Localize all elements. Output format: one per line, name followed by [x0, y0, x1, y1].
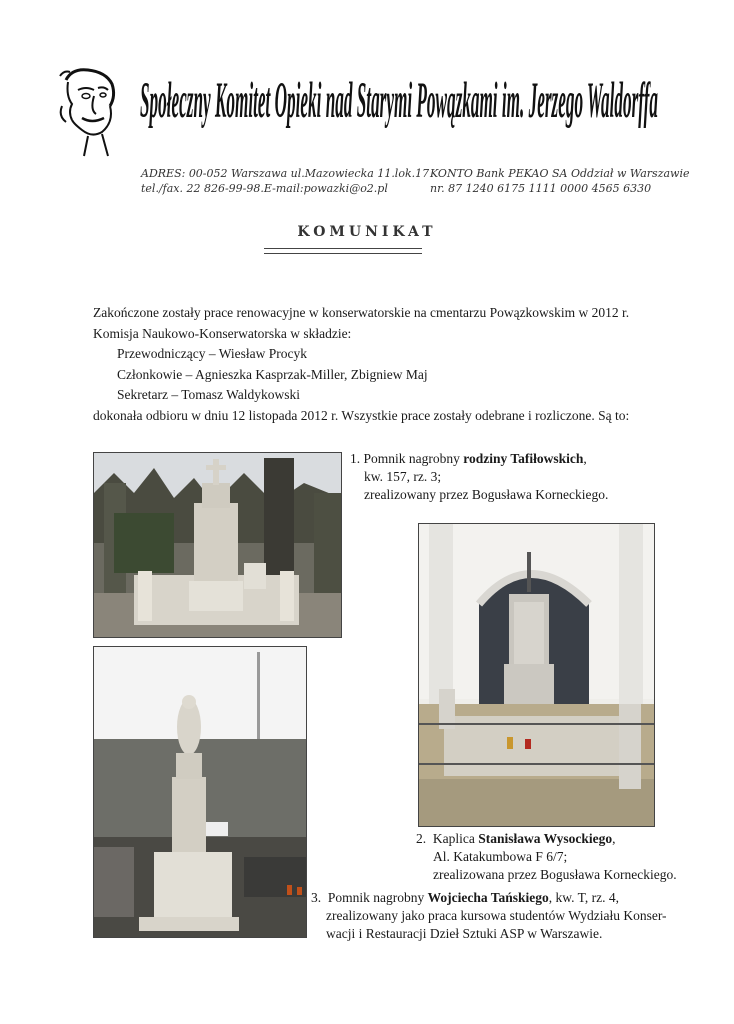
- item-1-name: rodziny Tafiłowskich: [463, 451, 584, 466]
- item-2-number: 2.: [416, 831, 427, 846]
- photo-tafilowski-tomb: [93, 452, 342, 638]
- heading-underline: [264, 248, 422, 254]
- item-3-number: 3.: [311, 890, 322, 905]
- document-body: [93, 303, 693, 426]
- committee-title-text: Społeczny Komitet Opieki nad Starymi Powązkami im. Jerzego Waldorffa: [140, 70, 658, 129]
- item-1-number: 1.: [350, 451, 361, 466]
- item-2-caption: 2. Kaplica Stanisława Wysockiego, Al. Katakumbowa F 6/7; zrealizowana przez Bogusława Korneckiego.: [416, 831, 677, 882]
- closing-line: dokonała odbioru w dniu 12 listopada 2012 r. Wszystkie prace zostały odebrane i rozliczone. Są to:: [93, 407, 630, 423]
- photo-tanski-tomb: [93, 646, 307, 938]
- chair-line: Przewodniczący – Wiesław Procyk: [117, 346, 308, 361]
- phone-email-line: tel./fax. 22 826-99-98.E-mail:powazki@o2.pl: [141, 182, 388, 195]
- item-1-caption: 1. Pomnik nagrobny rodziny Tafiłowskich, kw. 157, rz. 3; zrealizowany przez Bogusława Korneckiego.: [350, 451, 609, 502]
- committee-title: [140, 60, 660, 146]
- bank-line: KONTO Bank PEKAO SA Oddział w Warszawie: [430, 167, 690, 180]
- members-line: Członkowie – Agnieszka Kasprzak-Miller, Zbigniew Maj: [117, 366, 428, 382]
- address-line: ADRES: 00-052 Warszawa ul.Mazowiecka 11.lok.17: [141, 167, 430, 180]
- item-2-name: Stanisława Wysockiego: [478, 831, 613, 846]
- address-block: [141, 166, 429, 196]
- item-3-name: Wojciecha Tańskiego: [427, 890, 549, 905]
- document-heading: KOMUNIKAT: [297, 224, 437, 240]
- commission-line: Komisja Naukowo-Konserwatorska w składzie:: [93, 325, 352, 341]
- intro-paragraph: Zakończone zostały prace renowacyjne w konserwatorskie na cmentarzu Powązkowskim w 2012 r.: [93, 305, 630, 320]
- caricature-portrait-icon: [58, 66, 120, 158]
- account-block: [430, 166, 690, 196]
- secretary-line: Sekretarz – Tomasz Waldykowski: [117, 387, 301, 402]
- item-3-caption: 3. Pomnik nagrobny Wojciecha Tańskiego, kw. T, rz. 4, zrealizowany jako praca kursowa studentów Wydziału Konser- wacji i Restauracji Dzieł Sztuki ASP w Warszawie.: [311, 890, 667, 941]
- photo-wysocki-chapel: [418, 523, 655, 827]
- account-number-line: nr. 87 1240 6175 1111 0000 4565 6330: [430, 182, 652, 195]
